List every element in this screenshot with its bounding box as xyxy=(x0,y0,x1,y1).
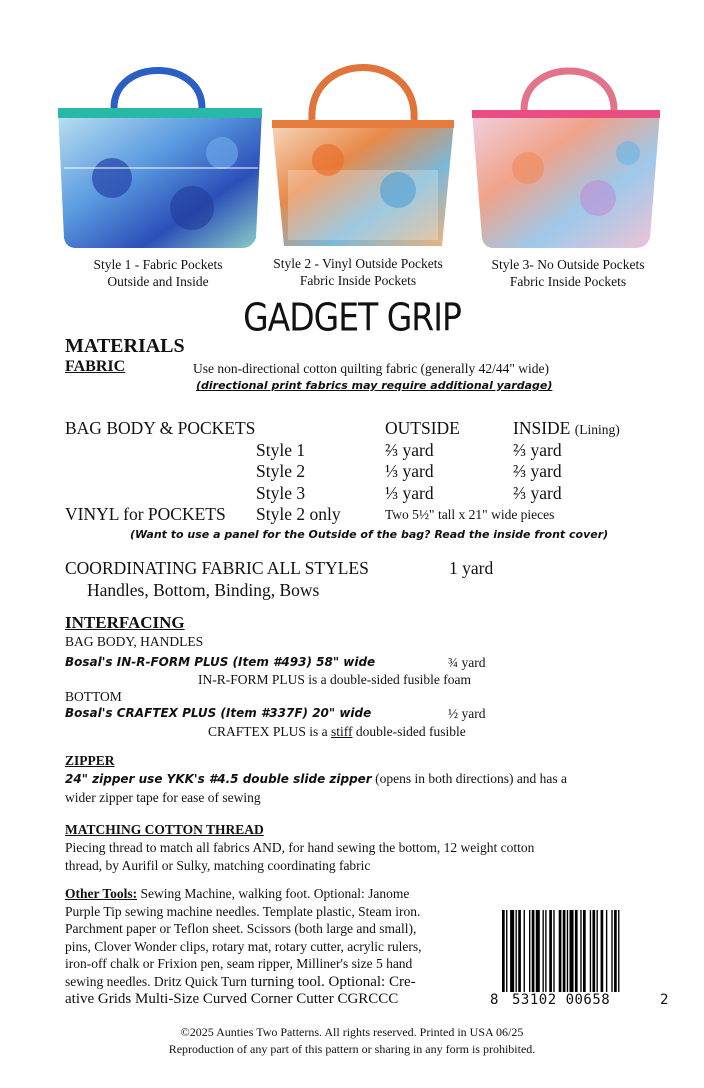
interfacing-product1-desc: IN-R-FORM PLUS is a double-sided fusible foam xyxy=(198,672,471,687)
barcode-bar xyxy=(580,910,581,992)
barcode xyxy=(490,910,670,1010)
zipper-heading: ZIPPER xyxy=(65,753,115,768)
barcode-bar xyxy=(597,910,598,992)
other-tools-text: Other Tools: Sewing Machine, walking foot. Optional: Janome Purple Tip sewing machine needles. Template plastic, Steam iron. Parchment paper or Teflon sheet. Scissors (both large and small), pins, Clover Wonder clips, rotary mat, rotary cutter, acrylic rulers, iron-off chalk or Frixion pen, seam ripper, Milliner's size 5 hand sewing needles. Dritz Quick Turn turning tool. Optional: Cre- ative Grids Multi-Size Curved Corner Cutter CGRCCC xyxy=(65,886,422,1007)
panel-note: (Want to use a panel for the Outside of the bag? Read the inside front cover) xyxy=(130,528,609,541)
style3-caption: Style 3- No Outside Pockets Fabric Inside Pockets xyxy=(491,257,645,289)
vinyl-desc: Two 5½" tall x 21" wide pieces xyxy=(385,507,555,522)
fabric-desc: Use non-directional cotton quilting fabric (generally 42/44" wide) xyxy=(193,361,550,376)
coordinating-amount: 1 yard xyxy=(449,558,494,578)
row-style1-outside: ⅔ yard xyxy=(385,440,434,460)
barcode-bar xyxy=(567,910,568,992)
barcode-bar xyxy=(502,910,505,992)
footer-reproduction: Reproduction of any part of this pattern or sharing in any form is prohibited. xyxy=(168,1042,536,1056)
row-style1-inside: ⅔ yard xyxy=(513,440,562,460)
vinyl-style: Style 2 only xyxy=(256,504,341,524)
barcode-digit-right: 2 xyxy=(660,992,669,1008)
barcode-bar xyxy=(570,910,574,992)
thread-text: Piecing thread to match all fabrics AND, for hand sewing the bottom, 12 weight cotton thread, by Aurifil or Sulky, matching coordinating fabric xyxy=(65,840,535,873)
barcode-bar xyxy=(592,910,595,992)
zipper-text: 24" zipper use YKK's #4.5 double slide zipper (opens in both directions) and has a wider zipper tape for ease of sewing xyxy=(65,771,568,805)
fabric-note: (directional print fabrics may require additional yardage) xyxy=(196,379,553,392)
barcode-bar xyxy=(524,910,525,992)
barcode-bar xyxy=(559,910,562,992)
barcode-bar xyxy=(606,910,607,992)
coordinating-items: Handles, Bottom, Binding, Bows xyxy=(87,580,320,600)
interfacing-body-label: BAG BODY, HANDLES xyxy=(65,634,204,649)
barcode-bar xyxy=(532,910,535,992)
barcode-bar xyxy=(590,910,591,992)
barcode-bar xyxy=(563,910,566,992)
bag-style3-image xyxy=(468,58,664,250)
barcode-bar xyxy=(601,910,604,992)
barcode-bar xyxy=(518,910,521,992)
barcode-digit-left: 8 xyxy=(490,992,499,1008)
materials-heading: MATERIALS xyxy=(65,335,185,357)
barcode-bar xyxy=(543,910,544,992)
row-style2-label: Style 2 xyxy=(256,461,306,481)
thread-heading: MATCHING COTTON THREAD xyxy=(65,822,264,837)
barcode-bar xyxy=(583,910,586,992)
interfacing-product2-amount: ½ yard xyxy=(448,706,486,721)
barcode-bar xyxy=(536,910,540,992)
row-style1-label: Style 1 xyxy=(256,440,306,460)
interfacing-heading: INTERFACING xyxy=(65,613,185,632)
fabric-label: FABRIC xyxy=(65,358,126,375)
bag-style2-image xyxy=(268,50,458,250)
row-style2-inside: ⅔ yard xyxy=(513,461,562,481)
style2-caption: Style 2 - Vinyl Outside Pockets Fabric Inside Pockets xyxy=(273,256,443,288)
style1-caption: Style 1 - Fabric Pockets Outside and Inside xyxy=(93,257,223,289)
barcode-bar xyxy=(529,910,530,992)
barcode-bar xyxy=(545,910,546,992)
barcode-bar xyxy=(549,910,552,992)
barcode-bar xyxy=(510,910,514,992)
row-style3-outside: ⅓ yard xyxy=(385,483,434,503)
interfacing-product2: Bosal's CRAFTEX PLUS (Item #337F) 20" wide xyxy=(65,706,372,720)
barcode-bar xyxy=(611,910,612,992)
interfacing-product1: Bosal's IN-R-FORM PLUS (Item #493) 58" wide xyxy=(65,655,376,669)
barcode-bar xyxy=(553,910,554,992)
footer-copyright: ©2025 Aunties Two Patterns. All rights reserved. Printed in USA 06/25 xyxy=(180,1025,524,1039)
bag-body-label: BAG BODY & POCKETS xyxy=(65,418,256,438)
barcode-bar xyxy=(506,910,507,992)
interfacing-product2-desc: CRAFTEX PLUS is a stiff double-sided fusible xyxy=(208,724,466,739)
coordinating-label: COORDINATING FABRIC ALL STYLES xyxy=(65,558,369,578)
col-outside-header: OUTSIDE xyxy=(385,418,460,438)
col-inside-header: INSIDE (Lining) xyxy=(513,418,620,438)
vinyl-label: VINYL for POCKETS xyxy=(65,504,226,524)
barcode-bars xyxy=(490,910,670,992)
barcode-bar xyxy=(618,910,619,992)
row-style2-outside: ⅓ yard xyxy=(385,461,434,481)
barcode-bar xyxy=(575,910,578,992)
barcode-bar xyxy=(516,910,517,992)
bag-style1-image xyxy=(52,58,268,250)
interfacing-bottom-label: BOTTOM xyxy=(65,689,122,704)
interfacing-product1-amount: ¾ yard xyxy=(448,655,486,670)
row-style3-label: Style 3 xyxy=(256,483,306,503)
barcode-bar xyxy=(614,910,617,992)
page-title: GADGET GRIP xyxy=(243,295,461,340)
barcode-digits: 53102 00658 xyxy=(512,992,611,1008)
row-style3-inside: ⅔ yard xyxy=(513,483,562,503)
